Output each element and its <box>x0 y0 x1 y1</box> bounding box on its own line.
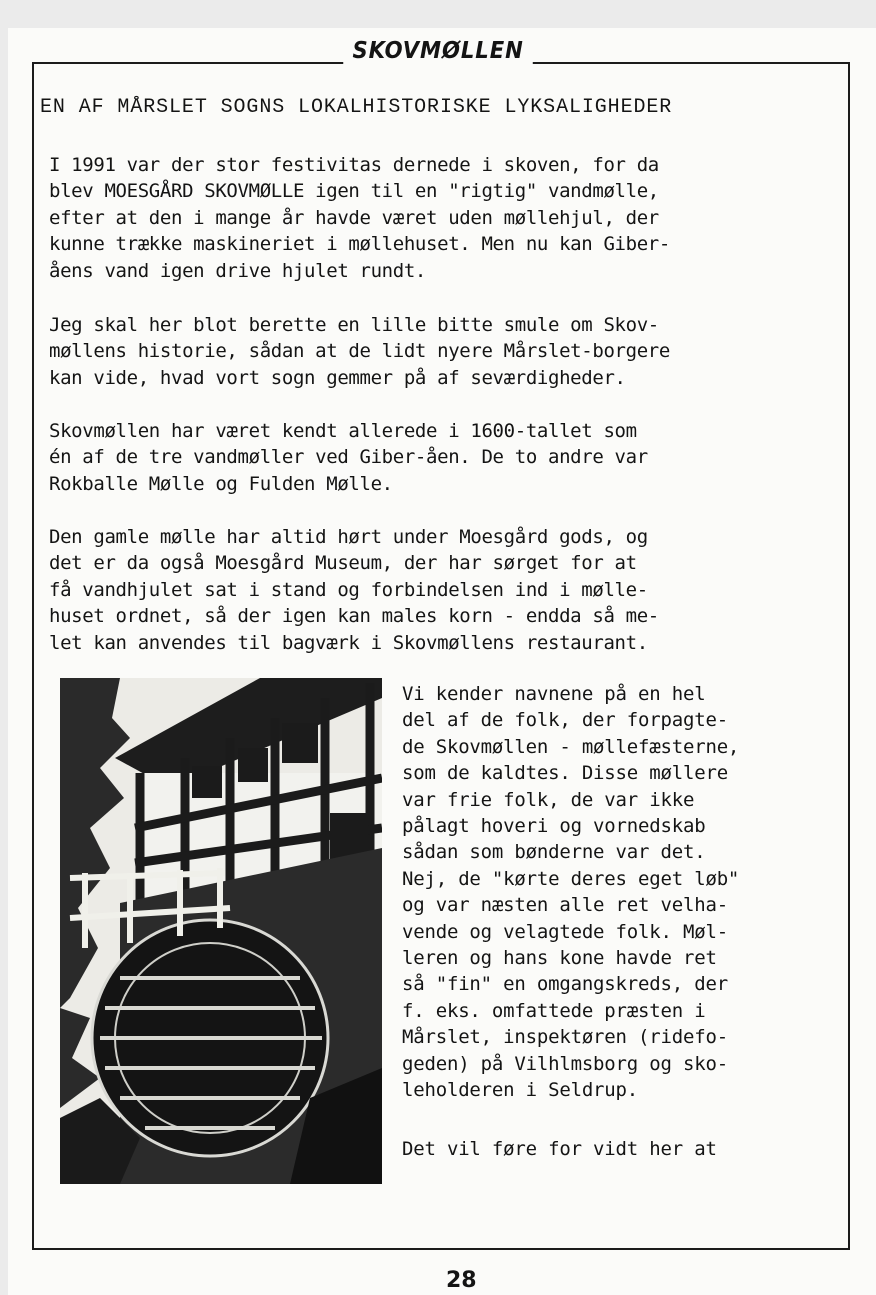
paragraph-1: I 1991 var der stor festivitas dernede i skoven, for da blev MOESGÅRD SKOVMØLLE igen til en "rigtig" vandmølle, efter at den i mange år havde været uden møllehjul, der kunne trække maskineriet i møllehuset. Men nu kan Giber- åens vand igen drive hjulet rundt. <box>49 154 670 282</box>
column-text-2: Det vil føre for vidt her at <box>402 1138 717 1160</box>
page-title: SKOVMØLLEN <box>343 36 533 66</box>
page-number: 28 <box>446 1268 477 1293</box>
paragraph-4: Den gamle mølle har altid hørt under Moesgård gods, og det er da også Moesgård Museum, der har sørget for at få vandhjulet sat i stand og forbindelsen ind i mølle- huset ordnet, så der igen kan males korn - endda så me- let kan anvendes til bagværk i Skovmøllens restaurant. <box>49 526 659 654</box>
paragraph-2: Jeg skal her blot berette en lille bitte smule om Skov- møllens historie, sådan at de lidt nyere Mårslet-borgere kan vide, hvad vort sogn gemmer på af seværdigheder. <box>49 314 670 389</box>
column-text-1: Vi kender navnene på en hel del af de folk, der forpagte- de Skovmøllen - møllefæsterne, som de kaldtes. Disse møllere var frie folk, de var ikke pålagt hoveri og vornedskab sådan som bønderne var det. Nej, de "kørte deres eget løb" og var næsten alle ret velha- vende og velagtede folk. Møl- leren og hans kone havde ret så "fin" en omgangskreds, der f. eks. omfattede præsten i Mårslet, inspektøren (ridefo- geden) på Vilhlmsborg og sko- leholderen i Seldrup. <box>402 683 740 1102</box>
subtitle: EN AF MÅRSLET SOGNS LOKALHISTORISKE LYKSALIGHEDER <box>40 96 673 119</box>
paragraph-3: Skovmøllen har været kendt allerede i 1600-tallet som én af de tre vandmøller ved Giber-åen. De to andre var Rokballe Mølle og Fulden Mølle. <box>49 420 648 495</box>
title-block <box>0 36 876 66</box>
watermill-photo <box>60 678 382 1184</box>
